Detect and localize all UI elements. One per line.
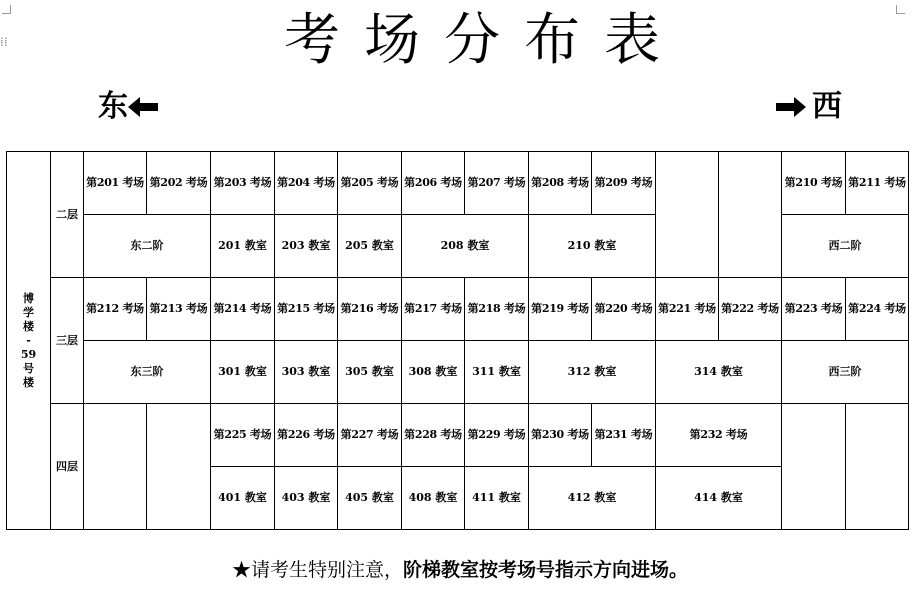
exam-room-cell: 第202 考场 xyxy=(147,152,211,215)
classroom-cell: 东三阶 xyxy=(84,341,211,404)
classroom-cell: 314 教室 xyxy=(656,341,782,404)
classroom-cell: 312 教室 xyxy=(529,341,656,404)
west-direction xyxy=(774,88,842,126)
classroom-cell: 西二阶 xyxy=(782,215,909,278)
exam-room-cell: 第223 考场 xyxy=(782,278,846,341)
exam-room-cell: 第224 考场 xyxy=(846,278,909,341)
note-emphasis-text: 阶梯教室按考场号指示方向进场。 xyxy=(403,559,689,581)
exam-room-cell: 第209 考场 xyxy=(592,152,656,215)
exam-room-cell: 第230 考场 xyxy=(529,404,592,467)
empty-cell xyxy=(147,404,211,530)
exam-room-cell: 第227 考场 xyxy=(338,404,402,467)
exam-room-cell: 第201 考场 xyxy=(84,152,147,215)
classroom-cell: 403 教室 xyxy=(275,467,338,530)
exam-room-cell: 第229 考场 xyxy=(465,404,529,467)
classroom-cell: 西三阶 xyxy=(782,341,909,404)
west-label: 西 xyxy=(812,89,842,124)
empty-cell xyxy=(782,404,846,530)
empty-cell xyxy=(656,152,719,278)
attention-note xyxy=(0,556,920,584)
exam-room-cell: 第219 考场 xyxy=(529,278,592,341)
building-char: 楼 xyxy=(23,375,34,389)
exam-room-cell: 第207 考场 xyxy=(465,152,529,215)
east-direction xyxy=(98,88,160,126)
classroom-cell: 305 教室 xyxy=(338,341,402,404)
building-char: - xyxy=(26,333,31,347)
empty-cell xyxy=(84,404,147,530)
note-lead-text: 请考生特别注意， xyxy=(250,559,403,581)
building-char: 博 xyxy=(23,291,34,305)
building-char: 学 xyxy=(23,305,34,319)
empty-cell xyxy=(719,152,782,278)
classroom-cell: 411 教室 xyxy=(465,467,529,530)
classroom-cell: 401 教室 xyxy=(211,467,275,530)
exam-room-cell: 第212 考场 xyxy=(84,278,147,341)
exam-room-cell: 第215 考场 xyxy=(275,278,338,341)
exam-room-cell: 第208 考场 xyxy=(529,152,592,215)
exam-room-cell: 第226 考场 xyxy=(275,404,338,467)
left-arrow-icon xyxy=(128,96,160,118)
classroom-cell: 405 教室 xyxy=(338,467,402,530)
exam-room-cell: 第205 考场 xyxy=(338,152,402,215)
exam-room-cell: 第221 考场 xyxy=(656,278,719,341)
exam-room-cell: 第210 考场 xyxy=(782,152,846,215)
exam-room-cell: 第206 考场 xyxy=(402,152,465,215)
exam-room-cell: 第204 考场 xyxy=(275,152,338,215)
floor-label-2: 二层 xyxy=(51,152,84,278)
exam-room-cell: 第231 考场 xyxy=(592,404,656,467)
exam-room-cell: 第216 考场 xyxy=(338,278,402,341)
right-arrow-icon xyxy=(774,96,806,118)
exam-room-cell: 第228 考场 xyxy=(402,404,465,467)
classroom-cell: 201 教室 xyxy=(211,215,275,278)
exam-room-cell: 第222 考场 xyxy=(719,278,782,341)
exam-room-cell: 第217 考场 xyxy=(402,278,465,341)
classroom-cell: 308 教室 xyxy=(402,341,465,404)
exam-room-cell: 第214 考场 xyxy=(211,278,275,341)
building-name-cell xyxy=(7,152,51,530)
page-title: 考场分布表 xyxy=(284,8,684,73)
classroom-cell: 208 教室 xyxy=(402,215,529,278)
exam-room-cell: 第218 考场 xyxy=(465,278,529,341)
exam-room-cell: 第220 考场 xyxy=(592,278,656,341)
building-char: 59 xyxy=(20,347,37,361)
building-char: 楼 xyxy=(23,319,34,333)
classroom-cell: 203 教室 xyxy=(275,215,338,278)
classroom-cell: 408 教室 xyxy=(402,467,465,530)
east-label: 东 xyxy=(98,89,128,124)
classroom-cell: 东二阶 xyxy=(84,215,211,278)
classroom-cell: 210 教室 xyxy=(529,215,656,278)
empty-cell xyxy=(846,404,909,530)
star-icon: ★ xyxy=(231,559,251,581)
exam-room-table xyxy=(6,151,909,530)
classroom-cell: 412 教室 xyxy=(529,467,656,530)
floor-label-4: 四层 xyxy=(51,404,84,530)
floor-label-3: 三层 xyxy=(51,278,84,404)
building-char: 号 xyxy=(23,361,34,375)
classroom-cell: 303 教室 xyxy=(275,341,338,404)
exam-room-cell: 第213 考场 xyxy=(147,278,211,341)
exam-room-cell: 第232 考场 xyxy=(656,404,782,467)
exam-room-cell: 第225 考场 xyxy=(211,404,275,467)
classroom-cell: 205 教室 xyxy=(338,215,402,278)
classroom-cell: 311 教室 xyxy=(465,341,529,404)
exam-room-cell: 第203 考场 xyxy=(211,152,275,215)
exam-room-cell: 第211 考场 xyxy=(846,152,909,215)
classroom-cell: 301 教室 xyxy=(211,341,275,404)
classroom-cell: 414 教室 xyxy=(656,467,782,530)
table-move-handle-icon[interactable]: ⁞⁞ xyxy=(0,35,8,49)
